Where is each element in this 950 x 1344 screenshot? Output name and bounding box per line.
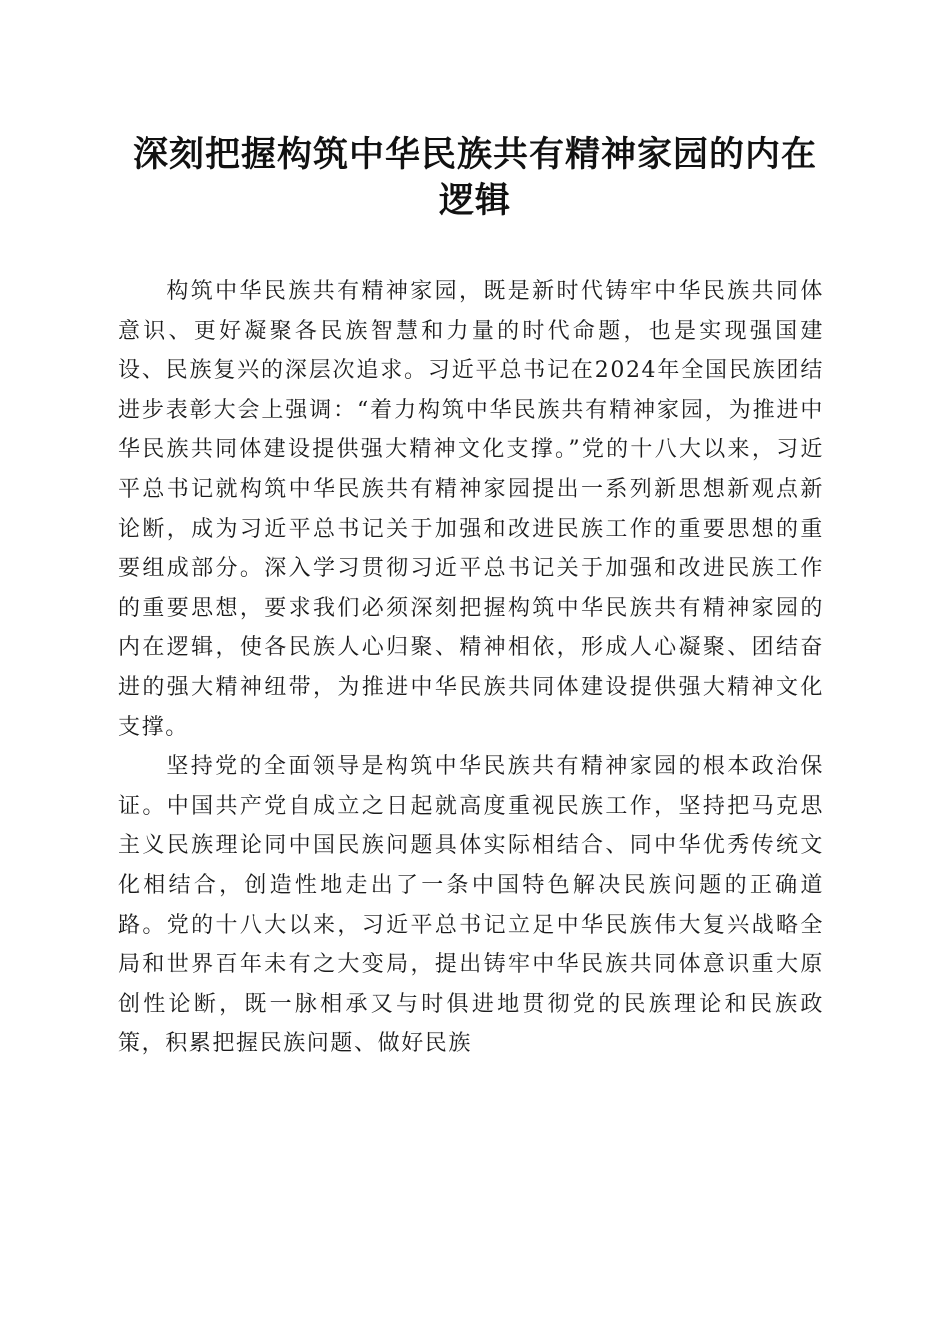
document-body (118, 272, 824, 1064)
document-title: 深刻把握构筑中华民族共有精神家园的内在逻辑 (132, 134, 817, 221)
paragraph-1: 构筑中华民族共有精神家园，既是新时代铸牢中华民族共同体意识、更好凝聚各民族智慧和力量的时代命题，也是实现强国建设、民族复兴的深层次追求。习近平总书记在2024年全国民族团结进步表彰大会上强调：“着力构筑中华民族共有精神家园，为推进中华民族共同体建设提供强大精神文化支撑。”党的十八大以来，习近平总书记就构筑中华民族共有精神家园提出一系列新思想新观点新论断，成为习近平总书记关于加强和改进民族工作的重要思想的重要组成部分。深入学习贯彻习近平总书记关于加强和改进民族工作的重要思想，要求我们必须深刻把握构筑中华民族共有精神家园的内在逻辑，使各民族人心归聚、精神相依，形成人心凝聚、团结奋进的强大精神纽带，为推进中华民族共同体建设提供强大精神文化支撑。 (118, 279, 824, 740)
paragraph-2: 坚持党的全面领导是构筑中华民族共有精神家园的根本政治保证。中国共产党自成立之日起就高度重视民族工作，坚持把马克思主义民族理论同中国民族问题具体实际相结合、同中华优秀传统文化相结合，创造性地走出了一条中国特色解决民族问题的正确道路。党的十八大以来，习近平总书记立足中华民族伟大复兴战略全局和世界百年未有之大变局，提出铸牢中华民族共同体意识重大原创性论断，既一脉相承又与时俱进地贯彻党的民族理论和民族政策，积累把握民族问题、做好民族 (118, 754, 824, 1057)
